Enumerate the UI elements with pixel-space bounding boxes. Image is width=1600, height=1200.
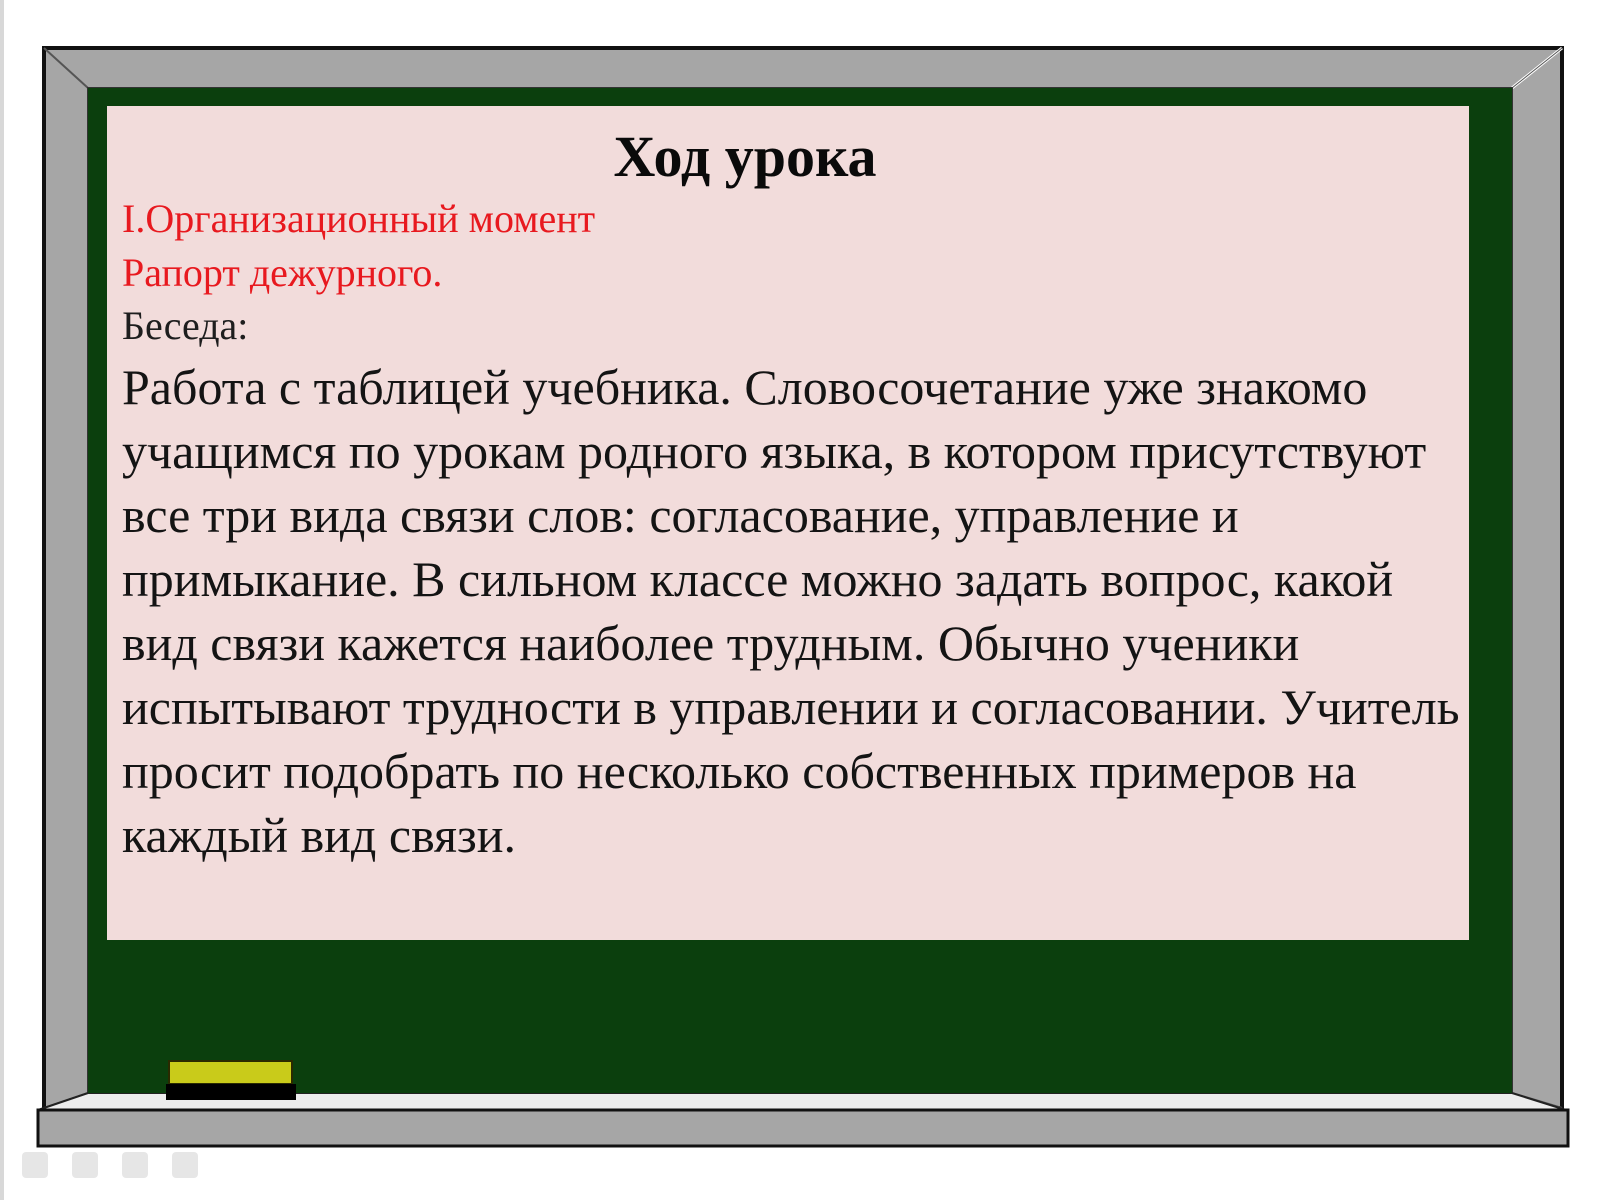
menu-icon[interactable] [172,1152,198,1178]
conversation-label: Беседа: [122,303,249,348]
eraser-base [166,1084,296,1100]
report-line: Рапорт дежурного. [122,250,443,295]
body-paragraph: Работа с таблицей учебника. Словосочетание уже знакомо учащимся по урокам родного языка, в котором присутствуют все три вида связи слов: согласование, управление и примыкание. В сильном классе можно задать вопрос, какой вид связи кажется наиболее трудным. Обычно ученики испытывают трудности в управлении и согласовании. Учитель просит подобрать по несколько собственных примеров на каждый вид связи. [122,359,1460,863]
pen-icon[interactable] [72,1152,98,1178]
eraser-icon [168,1060,293,1085]
slideshow-toolbar [22,1152,198,1178]
slides-icon[interactable] [122,1152,148,1178]
section-heading: I.Организационный момент [122,196,596,241]
slide-title: Ход урока [613,124,877,189]
arrow-icon[interactable] [22,1152,48,1178]
